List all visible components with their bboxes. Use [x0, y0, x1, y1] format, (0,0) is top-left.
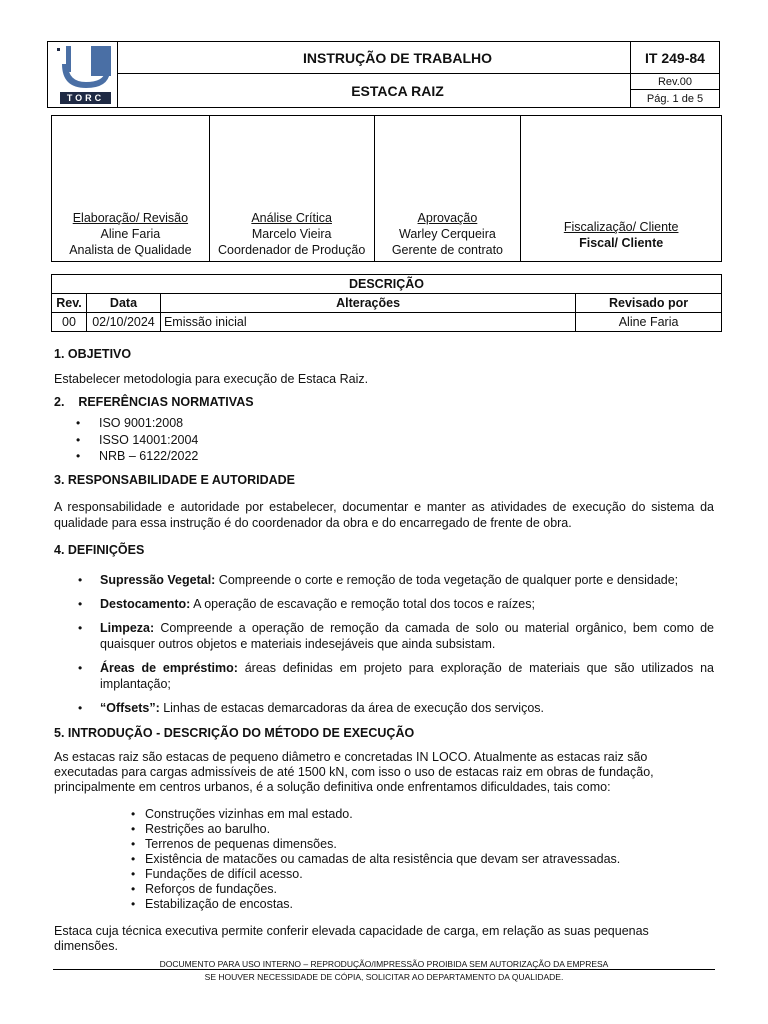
difficulties-list	[130, 807, 620, 912]
definitions-list	[54, 572, 714, 724]
list-item: • Existência de matacões ou camadas de alta resistência que devam ser atravessadas.	[130, 852, 620, 867]
page-number: Pág. 1 de 5	[646, 92, 704, 105]
section-1-text: Estabelecer metodologia para execução de Estaca Raiz.	[54, 372, 369, 386]
section-5-title: 5. INTRODUÇÃO - DESCRIÇÃO DO MÉTODO DE EXECUÇÃO	[54, 726, 415, 740]
col-header-reviewed-by: Revisado por	[576, 294, 722, 313]
list-item: • ISSO 14001:2004	[54, 432, 198, 449]
list-item: • Construções vizinhas em mal estado.	[130, 807, 620, 822]
list-item: • Áreas de empréstimo: áreas definidas em projeto para exploração de materiais que são utilizados na implantação;	[54, 660, 714, 692]
approvals-table	[51, 115, 722, 262]
list-item: • “Offsets”: Linhas de estacas demarcadoras da área de execução dos serviços.	[54, 700, 714, 716]
list-item: • ISO 9001:2008	[54, 415, 198, 432]
document-subtitle: ESTACA RAIZ	[118, 74, 678, 107]
section-5-text: As estacas raiz são estacas de pequeno diâmetro e concretadas IN LOCO. Atualmente as estacas raiz são executadas para cargas admissíveis de até 1500 kN, com isso o uso de estacas raiz em obras de fundação, principalmente em centros urbanos, é a solução definitiva onde enfrentamos dificuldades, tais como:	[54, 750, 654, 794]
list-item: • NRB – 6122/2022	[54, 448, 198, 465]
col-header-changes: Alterações	[160, 294, 575, 313]
list-item: • Supressão Vegetal: Compreende o corte e remoção de toda vegetação de qualquer porte e densidade;	[54, 572, 714, 588]
section-4-title: 4. DEFINIÇÕES	[54, 543, 145, 557]
list-item: • Reforços de fundações.	[130, 882, 620, 897]
footer-divider	[53, 969, 715, 970]
references-list	[54, 415, 198, 465]
approval-critical-analysis: Análise Crítica Marcelo Vieira Coordenador de Produção	[209, 116, 374, 262]
section-3-title: 3. RESPONSABILIDADE E AUTORIDADE	[54, 473, 296, 487]
footer-line-2: SE HOUVER NECESSIDADE DE CÓPIA, SOLICITAR AO DEPARTAMENTO DA QUALIDADE.	[204, 972, 564, 982]
col-header-rev: Rev.	[52, 294, 87, 313]
list-item: • Estabilização de encostas.	[130, 897, 620, 912]
torc-logo	[48, 42, 118, 107]
list-item: • Limpeza: Compreende a operação de remoção da camada de solo ou material orgânico, bem como de quaisquer outros objetos e materiais indesejáveis que ainda subsistam.	[54, 620, 714, 652]
logo-text: TORC	[66, 93, 105, 103]
list-item: • Destocamento: A operação de escavação e remoção total dos tocos e raízes;	[54, 596, 714, 612]
approval-elaboration: Elaboração/ Revisão Aline Faria Analista de Qualidade	[52, 116, 210, 262]
revision-number: Rev.00	[631, 74, 719, 90]
section-1-title: 1. OBJETIVO	[54, 347, 132, 361]
document-title: INSTRUÇÃO DE TRABALHO	[118, 42, 678, 74]
section-2-title: 2. REFERÊNCIAS NORMATIVAS	[54, 395, 254, 409]
list-item: • Fundações de difícil acesso.	[130, 867, 620, 882]
approval-client: Fiscalização/ Cliente Fiscal/ Cliente	[521, 116, 722, 262]
approval-approval: Aprovação Warley Cerqueira Gerente de contrato	[374, 116, 521, 262]
col-header-date: Data	[86, 294, 160, 313]
footer-line-1: DOCUMENTO PARA USO INTERNO – REPRODUÇÃO/IMPRESSÃO PROIBIDA SEM AUTORIZAÇÃO DA EMPRESA	[159, 959, 609, 969]
section-5-closing: Estaca cuja técnica executiva permite conferir elevada capacidade de carga, em relação as suas pequenas dimensões.	[54, 924, 649, 953]
header-meta	[630, 41, 720, 108]
list-item: • Restrições ao barulho.	[130, 822, 620, 837]
document-code: IT 249-84	[631, 42, 719, 74]
revision-table	[51, 274, 722, 332]
document-header	[47, 41, 720, 108]
table-row: 00 02/10/2024 Emissão inicial Aline Faria	[52, 313, 722, 332]
revision-table-title: DESCRIÇÃO	[52, 275, 722, 294]
section-3-text: A responsabilidade e autoridade por estabelecer, documentar e manter as atividades de execução do sistema da qualidade para essa instrução é do coordenador da obra e do encarregado de frente de obra.	[54, 500, 714, 530]
list-item: • Terrenos de pequenas dimensões.	[130, 837, 620, 852]
